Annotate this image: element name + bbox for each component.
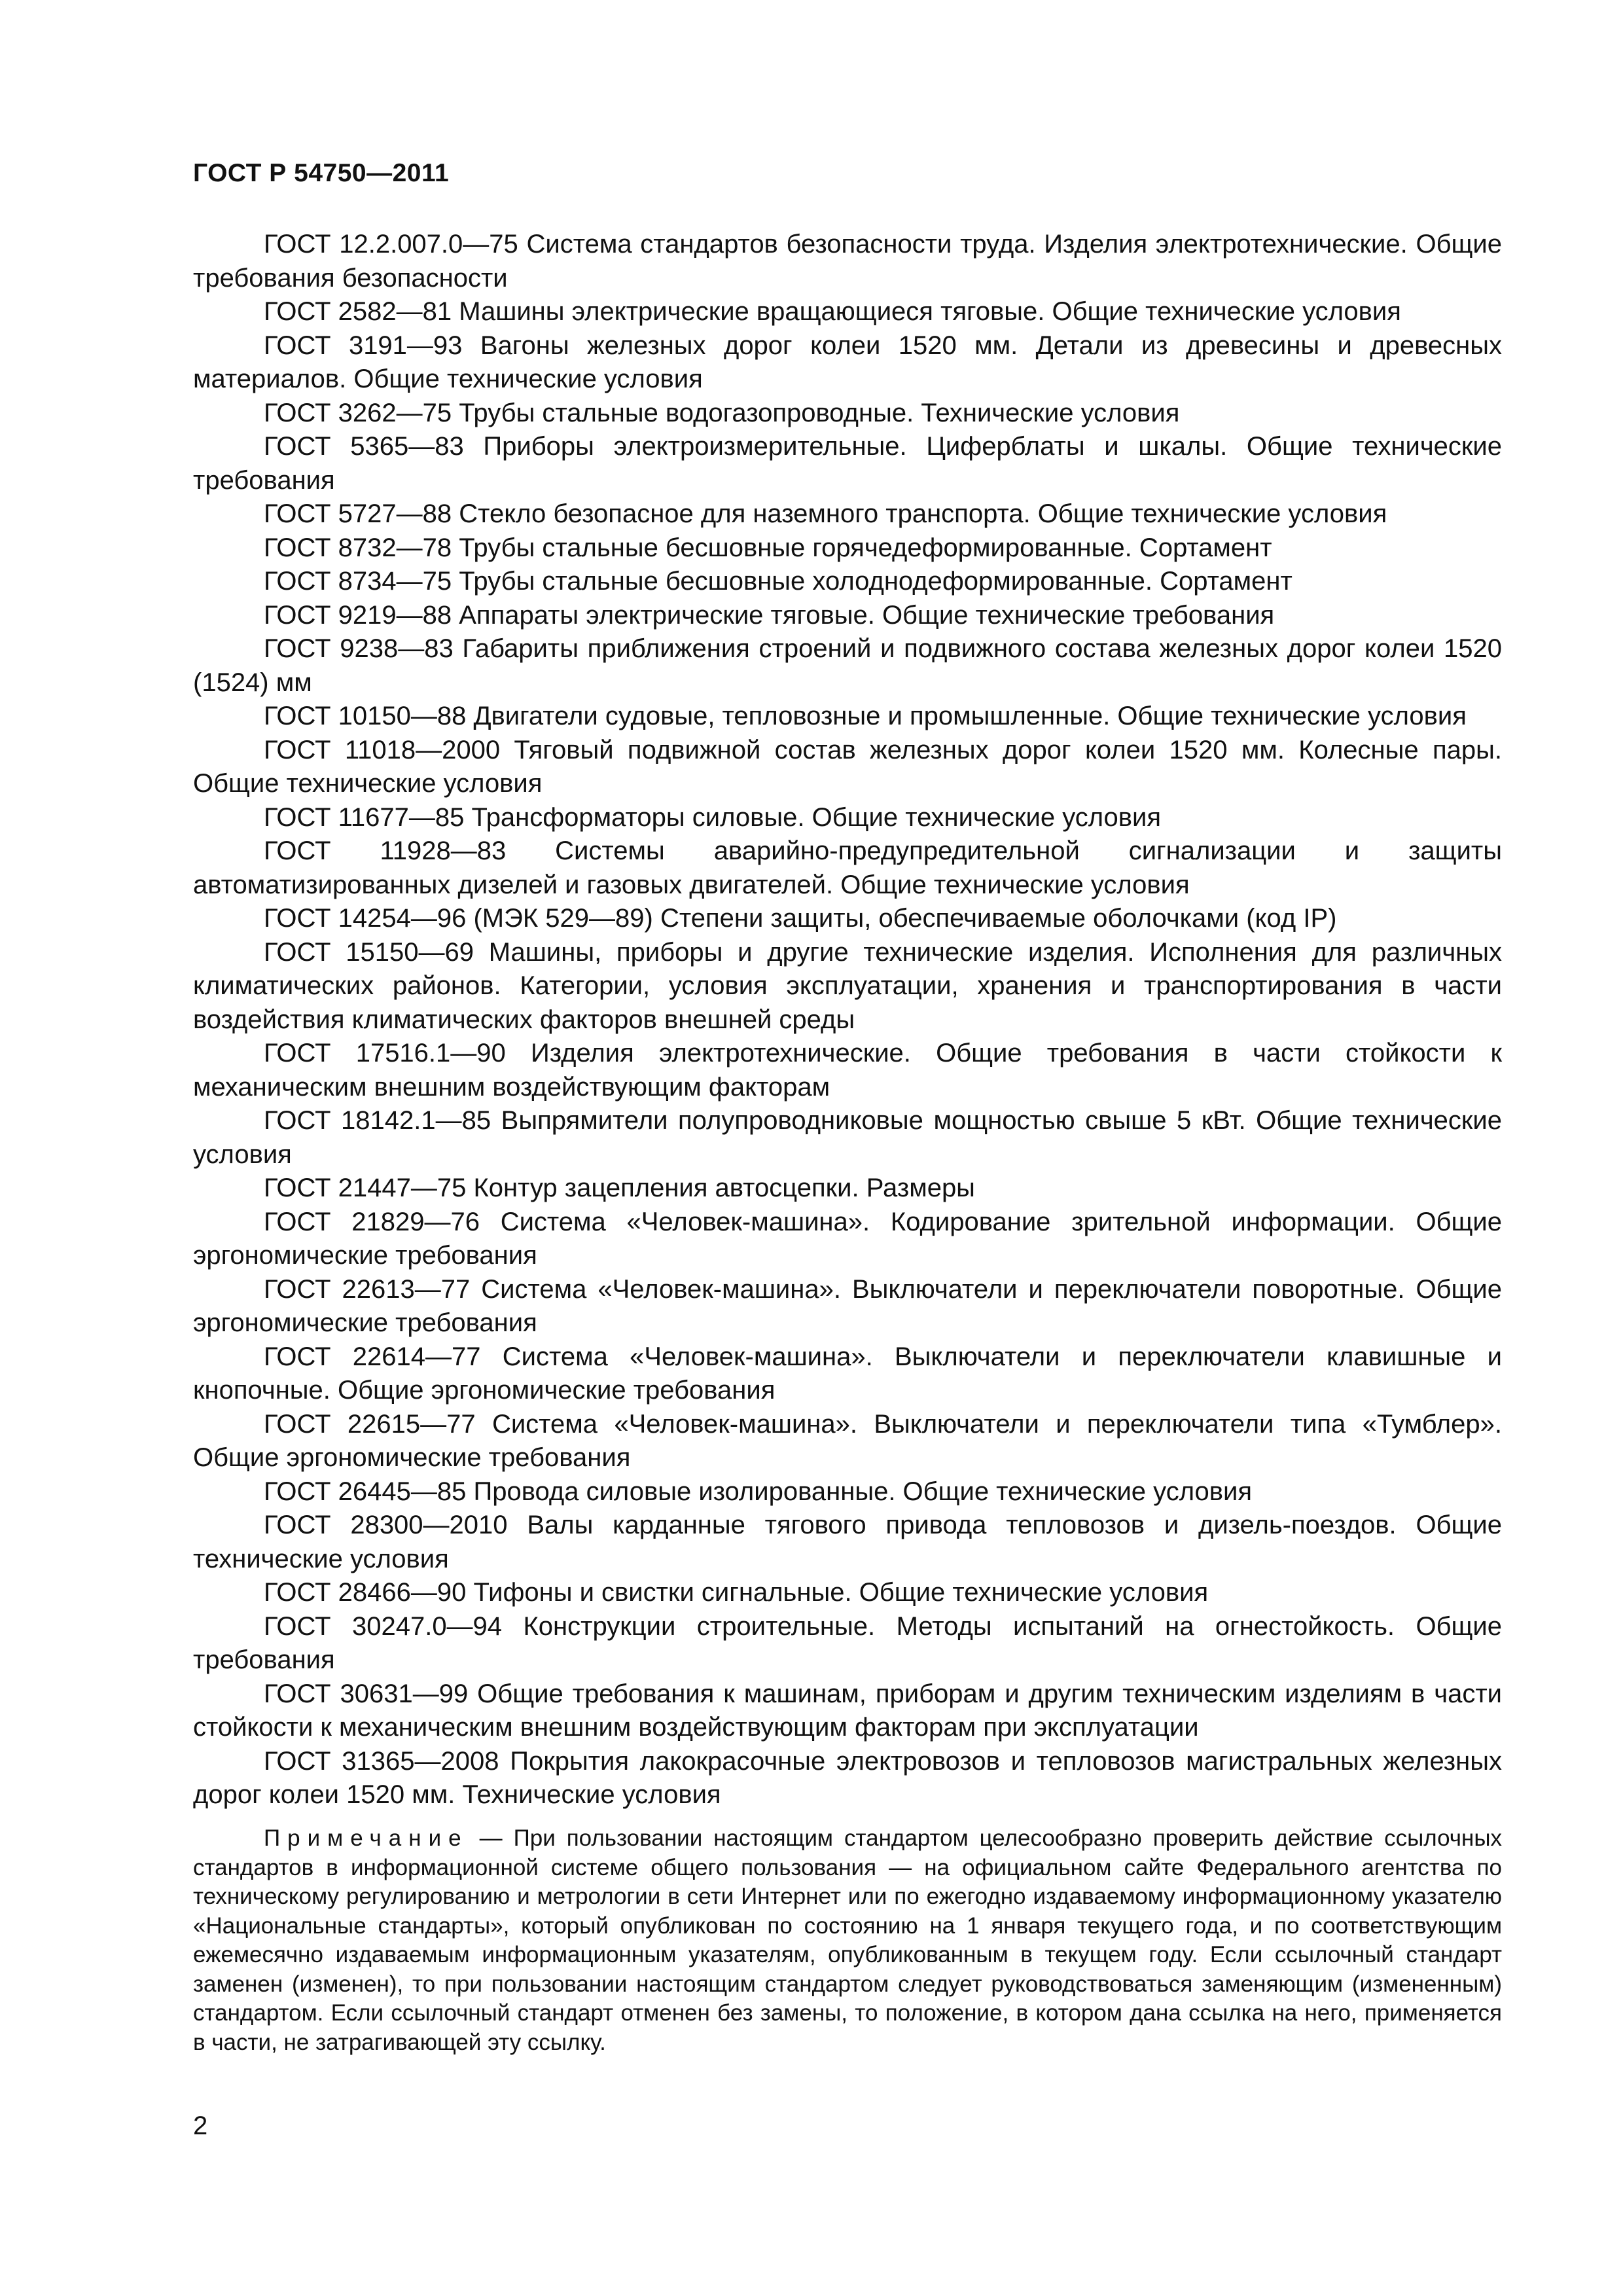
note-label: Примечание [264, 1825, 469, 1851]
reference-item: ГОСТ 22613—77 Система «Человек-машина». Выключатели и переключатели поворотные. Общие эргономические требования [193, 1274, 1502, 1337]
reference-item: ГОСТ 30247.0—94 Конструкции строительные. Методы испытаний на огнестойкость. Общие требования [193, 1611, 1502, 1674]
reference-item: ГОСТ 3191—93 Вагоны железных дорог колеи 1520 мм. Детали из древесины и древесных материалов. Общие технические условия [193, 331, 1502, 393]
reference-item: ГОСТ 22615—77 Система «Человек-машина». Выключатели и переключатели типа «Тумблер». Общие эргономические требования [193, 1409, 1502, 1472]
document-code-header: ГОСТ Р 54750—2011 [193, 159, 450, 187]
reference-item: ГОСТ 5365—83 Приборы электроизмерительные. Циферблаты и шкалы. Общие технические требования [193, 432, 1502, 495]
reference-item: ГОСТ 9219—88 Аппараты электрические тяговые. Общие технические требования [264, 600, 1275, 630]
reference-item: ГОСТ 9238—83 Габариты приближения строений и подвижного состава железных дорог колеи 1520 (1524) мм [193, 634, 1502, 697]
reference-item: ГОСТ 10150—88 Двигатели судовые, тепловозные и промышленные. Общие технические условия [264, 702, 1467, 730]
reference-item: ГОСТ 28300—2010 Валы карданные тягового привода тепловозов и дизель-поездов. Общие технические условия [193, 1511, 1502, 1573]
note-text: — При пользовании настоящим стандартом целесообразно проверить действие ссылочных стандартов в информационной системе общего пользования — на официальном сайте Федерального агентства по техническому регулированию и метрологии в сети Интернет или по ежегодно издаваемому информационному указателю «Национальные стандарты», который опубликован по состоянию на 1 января текущего года, и по соответствующим ежемесячно издаваемым информационным указателям, опубликованным в текущем году. Если ссылочный стандарт заменен (изменен), то при пользовании настоящим стандартом следует руководствоваться заменяющим (измененным) стандартом. Если ссылочный стандарт отменен без замены, то положение, в котором дана ссылка на него, применяется в части, не затрагивающей эту ссылку. [193, 1825, 1502, 2055]
reference-item: ГОСТ 18142.1—85 Выпрямители полупроводниковые мощностью свыше 5 кВт. Общие технические условия [193, 1106, 1502, 1169]
reference-item: ГОСТ 11677—85 Трансформаторы силовые. Общие технические условия [264, 802, 1162, 832]
reference-item: ГОСТ 8734—75 Трубы стальные бесшовные холоднодеформированные. Сортамент [264, 567, 1293, 596]
reference-item: ГОСТ 8732—78 Трубы стальные бесшовные горячедеформированные. Сортамент [264, 533, 1272, 562]
reference-item: ГОСТ 21447—75 Контур зацепления автосцепки. Размеры [264, 1174, 975, 1202]
reference-item: ГОСТ 30631—99 Общие требования к машинам, приборам и другим техническим изделиям в части стойкости к механическим внешним воздействующим факторам при эксплуатации [193, 1679, 1502, 1742]
reference-item: ГОСТ 21829—76 Система «Человек-машина». Кодирование зрительной информации. Общие эргономические требования [193, 1207, 1502, 1270]
reference-item: ГОСТ 28466—90 Тифоны и свистки сигнальные. Общие технические условия [264, 1578, 1209, 1607]
reference-item: ГОСТ 5727—88 Стекло безопасное для наземного транспорта. Общие технические условия [264, 499, 1387, 528]
reference-item: ГОСТ 3262—75 Трубы стальные водогазопроводные. Технические условия [264, 398, 1180, 427]
reference-item: ГОСТ 15150—69 Машины, приборы и другие технические изделия. Исполнения для различных климатических районов. Категории, условия эксплуатации, хранения и транспортирования в части воздействия климатических факторов внешней среды [193, 937, 1502, 1034]
reference-item: ГОСТ 31365—2008 Покрытия лакокрасочные электровозов и тепловозов магистральных железных дорог колеи 1520 мм. Технические условия [193, 1746, 1502, 1809]
reference-item: ГОСТ 11018—2000 Тяговый подвижной состав железных дорог колеи 1520 мм. Колесные пары. Общие технические условия [193, 735, 1502, 798]
page-number: 2 [193, 2111, 208, 2140]
note-paragraph [193, 1824, 1502, 2057]
reference-item: ГОСТ 11928—83 Системы аварийно-предупредительной сигнализации и защиты автоматизированных дизелей и газовых двигателей. Общие технические условия [193, 836, 1502, 899]
reference-item: ГОСТ 14254—96 (МЭК 529—89) Степени защиты, обеспечиваемые оболочками (код IP) [264, 904, 1337, 933]
reference-item: ГОСТ 2582—81 Машины электрические вращающиеся тяговые. Общие технические условия [264, 297, 1401, 326]
reference-item: ГОСТ 17516.1—90 Изделия электротехнические. Общие требования в части стойкости к механическим внешним воздействующим факторам [193, 1039, 1502, 1102]
reference-item: ГОСТ 26445—85 Провода силовые изолированные. Общие технические условия [264, 1477, 1252, 1506]
reference-item: ГОСТ 22614—77 Система «Человек-машина». Выключатели и переключатели клавишные и кнопочные. Общие эргономические требования [193, 1342, 1502, 1405]
normative-references-list [193, 228, 1502, 1812]
reference-item: ГОСТ 12.2.007.0—75 Система стандартов безопасности труда. Изделия электротехнические. Общие требования безопасности [193, 230, 1502, 293]
